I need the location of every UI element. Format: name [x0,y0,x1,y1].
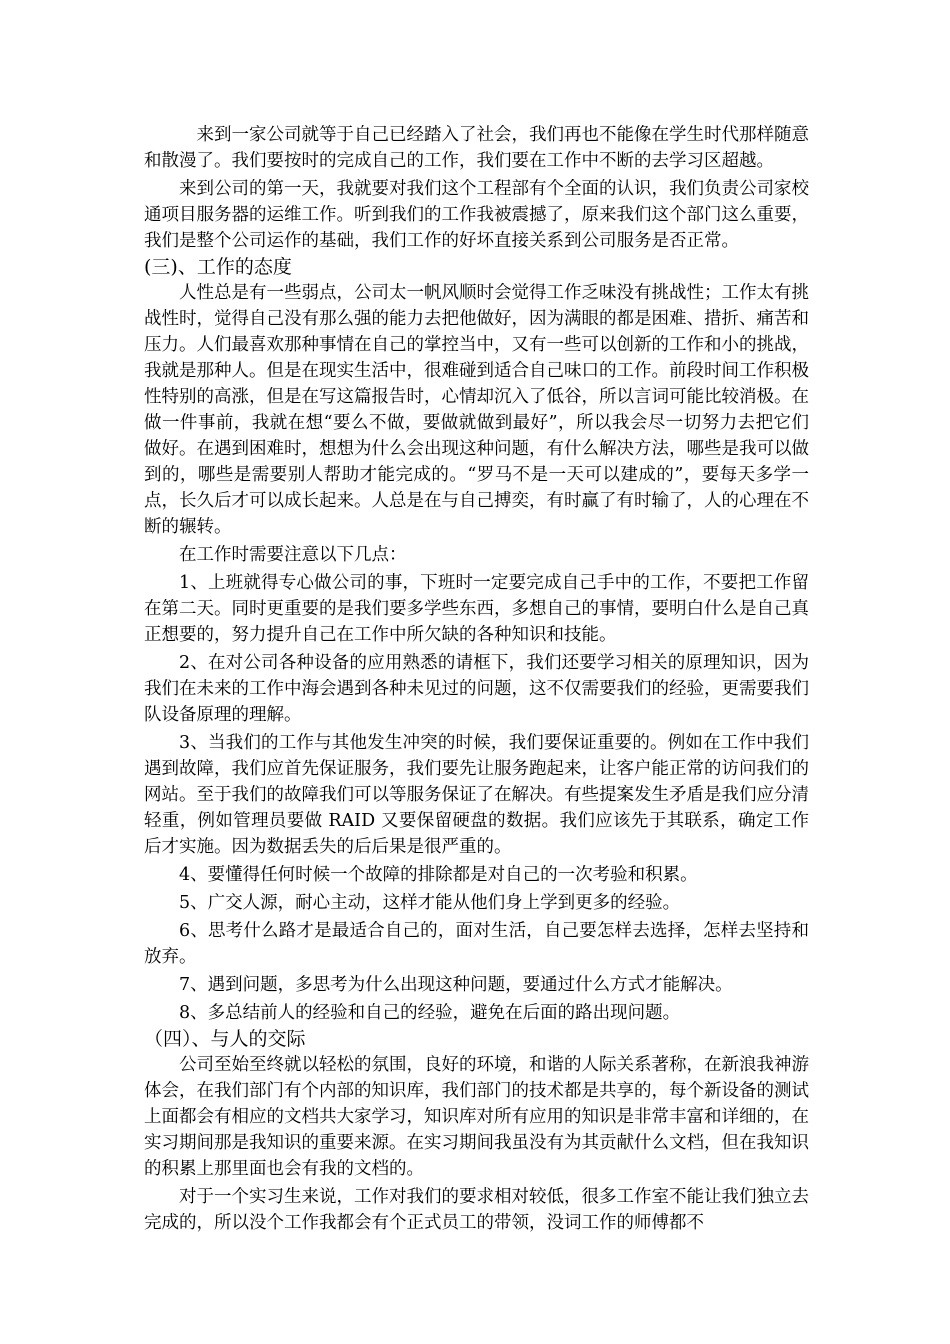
section-4-heading: （四）、与人的交际 [144,1028,306,1050]
list-item-7: 7、遇到问题，多思考为什么出现这种问题，要通过什么方式才能解决。 [179,975,733,995]
intro-paragraph-2: 来到公司的第一天，我就要对我们这个工程部有个全面的认识，我们负责公司家校通项目服务器的运维工作。听到我们的工作我被震撼了，原来我们这个部门这么重要，我们是整个公司运作的基础，我们工作的好坏直接关系到公司服务是否正常。 [144,179,809,251]
list-item-1: 1、上班就得专心做公司的事，下班时一定要完成自己手中的工作，不要把工作留在第二天。同时更重要的是我们要多学些东西，多想自己的事情，要明白什么是自己真正想要的，努力提升自己在工作中所欠缺的各种知识和技能。 [144,573,809,645]
list-item-4: 4、要懂得任何时候一个故障的排除都是对自己的一次考验和积累。 [179,865,698,885]
intro-paragraph-1: 来到一家公司就等于自己已经踏入了社会，我们再也不能像在学生时代那样随意和散漫了。我们要按时的完成自己的工作，我们要在工作中不断的去学习区超越。 [144,125,809,171]
section-4-paragraph-2: 对于一个实习生来说，工作对我们的要求相对较低，很多工作室不能让我们独立去完成的，所以没个工作我都会有个正式员工的带领，没词工作的师傅都不 [144,1187,809,1233]
list-item-6: 6、思考什么路才是最适合自己的，面对生活，自己要怎样去选择，怎样去坚持和放弃。 [144,921,809,967]
section-3-body: 人性总是有一些弱点，公司太一帆风顺时会觉得工作乏味没有挑战性；工作太有挑战性时，觉得自己没有那么强的能力去把他做好，因为满眼的都是困难、措折、痛苦和压力。人们最喜欢那种事情在自己的掌控当中，又有一些可以创新的工作和小的挑战，我就是那种人。但是在现实生活中，很难碰到适合自己味口的工作。前段时间工作积极性特别的高涨，但是在写这篇报告时，心情却沉入了低谷，所以言词可能比较消极。在做一件事前，我就在想“要么不做，要做就做到最好”，所以我会尽一切努力去把它们做好。在遇到困难时，想想为什么会出现这种问题，有什么解决方法，哪些是我可以做到的，哪些是需要别人帮助才能完成的。“罗马不是一天可以建成的”，要每天多学一点，长久后才可以成长起来。人总是在与自己搏奕，有时赢了有时输了，人的心理在不断的辗转。 [144,283,809,537]
section-3-intro: 在工作时需要注意以下几点： [179,545,407,565]
list-item-5: 5、广交人源，耐心主动，这样才能从他们身上学到更多的经验。 [179,893,681,913]
document-page [144,120,809,1236]
list-item-3: 3、当我们的工作与其他发生冲突的时候，我们要保证重要的。例如在工作中我们遇到故障，我们应首先保证服务，我们要先让服务跑起来，让客户能正常的访问我们的网站。至于我们的故障我们可以等服务保证了在解决。有些提案发生矛盾是我们应分清轻重，例如管理员要做 RAID 又要保留硬盘的数据。我们应该先于其联系，确定工作后才实施。因为数据丢失的后后果是很严重的。 [144,733,809,857]
section-4-paragraph-1: 公司至始至终就以轻松的氛围，良好的环境，和谐的人际关系著称，在新浪我神游体会，在我们部门有个内部的知识库，我们部门的技术都是共享的，每个新设备的测试上面都会有相应的文档共大家学习，知识库对所有应用的知识是非常丰富和详细的，在实习期间那是我知识的重要来源。在实习期间我虽没有为其贡献什么文档，但在我知识的积累上那里面也会有我的文档的。 [144,1055,809,1179]
list-item-8: 8、多总结前人的经验和自己的经验，避免在后面的路出现问题。 [179,1003,681,1023]
list-item-2: 2、在对公司各种设备的应用熟悉的请框下，我们还要学习相关的原理知识，因为我们在未来的工作中海会遇到各种未见过的问题，这不仅需要我们的经验，更需要我们队设备原理的理解。 [144,653,809,725]
section-3-heading: (三)、工作的态度 [144,256,292,278]
